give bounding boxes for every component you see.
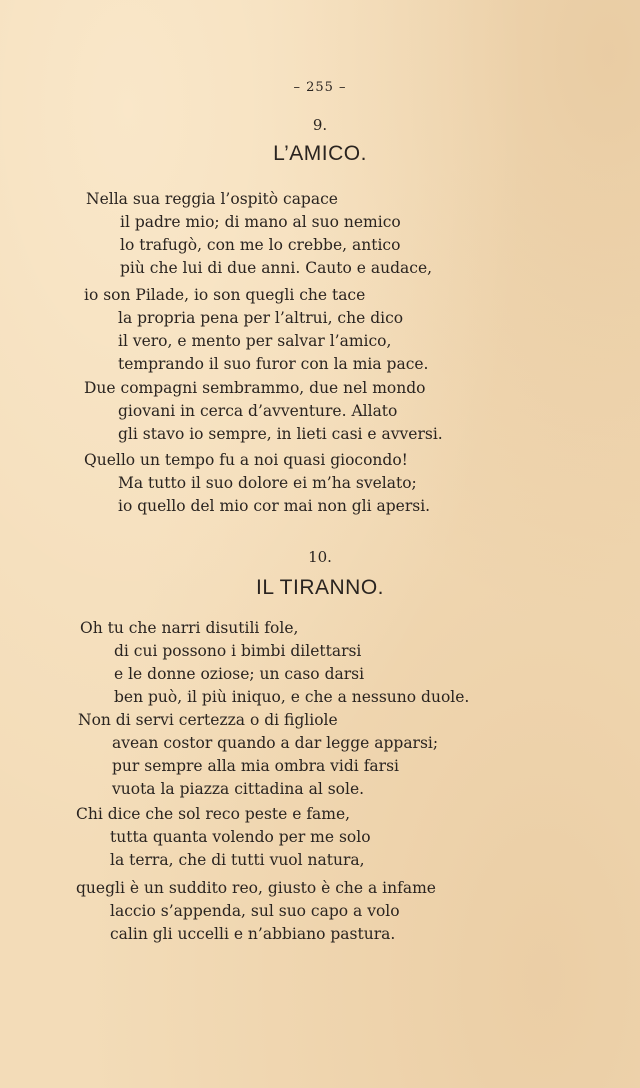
verse-line: calin gli uccelli e n’abbiano pastura. [110, 925, 396, 943]
verse-line: di cui possono i bimbi dilettarsi [114, 642, 362, 660]
poem-number: 9. [312, 116, 328, 134]
poem-section-10 [0, 548, 640, 600]
poem-title: IL TIRANNO. [255, 576, 385, 599]
verse-line: temprando il suo furor con la mia pace. [118, 355, 429, 373]
verse-line: io quello del mio cor mai non gli apersi. [118, 497, 431, 515]
verse-line: giovani in cerca d’avventure. Allato [118, 402, 398, 420]
verse-line: Chi dice che sol reco peste e fame, [76, 805, 351, 823]
poem-title: L’AMICO. [273, 142, 367, 165]
verse-line: lo trafugò, con me lo crebbe, antico [120, 236, 401, 254]
poem-number: 10. [308, 548, 332, 566]
stanza [78, 709, 438, 801]
verse-line: Nella sua reggia l’ospitò capace [86, 190, 338, 208]
verse-line: tutta quanta volendo per me solo [110, 828, 371, 846]
verse-line: più che lui di due anni. Cauto e audace, [120, 259, 433, 277]
verse-line: il padre mio; di mano al suo nemico [120, 213, 401, 231]
verse-line: il vero, e mento per salvar l’amico, [118, 332, 392, 350]
verse-line: ben può, il più iniquo, e che a nessuno duole. [114, 688, 470, 706]
verse-line: io son Pilade, io son quegli che tace [84, 286, 366, 304]
page-number: – 255 – [293, 80, 347, 95]
stanza [76, 803, 371, 872]
verse-line: pur sempre alla mia ombra vidi farsi [112, 757, 399, 775]
stanza [84, 449, 430, 518]
verse-line: gli stavo io sempre, in lieti casi e avversi. [118, 425, 443, 443]
stanza [80, 617, 469, 709]
stanza [84, 377, 443, 446]
verse-line: laccio s’appenda, sul suo capo a volo [110, 902, 400, 920]
stanza [84, 284, 428, 376]
verse-line: avean costor quando a dar legge apparsi; [112, 734, 439, 752]
verse-line: Non di servi certezza o di figliole [78, 711, 338, 729]
stanza [86, 188, 432, 280]
verse-line: quegli è un suddito reo, giusto è che a infame [76, 879, 436, 897]
verse-line: e le donne oziose; un caso darsi [114, 665, 365, 683]
verse-line: la terra, che di tutti vuol natura, [110, 851, 365, 869]
stanza [76, 877, 436, 946]
verse-line: Ma tutto il suo dolore ei m’ha svelato; [118, 474, 417, 492]
verse-line: vuota la piazza cittadina al sole. [112, 780, 365, 798]
verse-line: Oh tu che narri disutili fole, [80, 619, 299, 637]
verse-line: Quello un tempo fu a noi quasi giocondo! [84, 451, 408, 469]
poem-section-9 [0, 116, 640, 166]
verse-line: Due compagni sembrammo, due nel mondo [84, 379, 426, 397]
verse-line: la propria pena per l’altrui, che dico [118, 309, 404, 327]
